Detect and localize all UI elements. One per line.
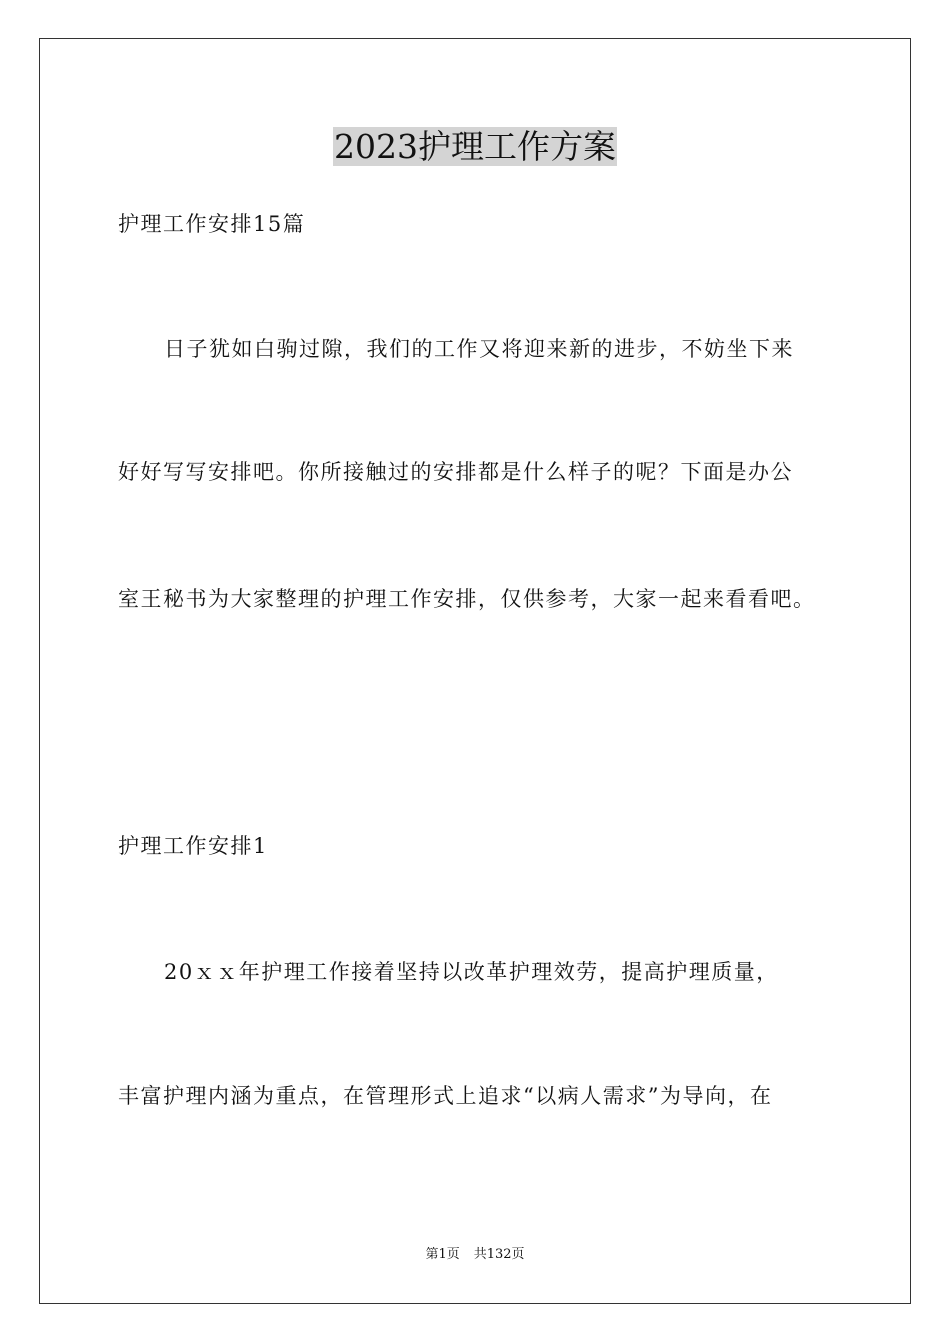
page-footer [0,1246,950,1264]
document-title-text: 2023护理工作方案 [334,127,616,166]
document-subtitle: 护理工作安排15篇 [118,212,306,236]
section-heading: 护理工作安排1 [118,834,268,858]
intro-line-3: 室王秘书为大家整理的护理工作安排，仅供参考，大家一起来看看吧。 [118,587,816,611]
intro-line-2: 好好写写安排吧。你所接触过的安排都是什么样子的呢？下面是办公 [118,460,793,484]
page-total: 共132页 [473,1247,525,1262]
page-number: 第1页 [425,1247,460,1262]
intro-line-1: 日子犹如白驹过隙，我们的工作又将迎来新的进步，不妨坐下来 [164,337,794,361]
document-title [0,126,950,168]
section-body-line-2: 丰富护理内涵为重点，在管理形式上追求“以病人需求”为导向，在 [118,1084,773,1108]
section-body-line-1: 20ｘｘ年护理工作接着坚持以改革护理效劳，提高护理质量， [164,960,779,984]
